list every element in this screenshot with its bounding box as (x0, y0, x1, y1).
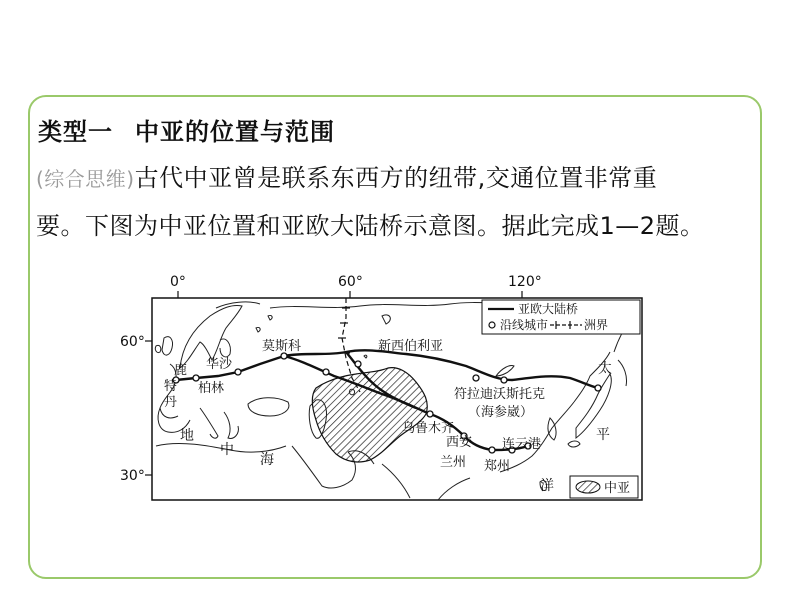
label-pacific-2: 平 (596, 427, 610, 443)
map-figure (120, 268, 660, 512)
lat-label-30: 30° (120, 468, 145, 484)
city-chita-marker (501, 377, 507, 383)
city-irkutsk-marker (473, 375, 479, 381)
lat-label-60: 60° (120, 334, 145, 350)
city-xian-marker (489, 447, 495, 453)
label-med-1: 地 (180, 428, 194, 444)
label-warsaw: 华沙 (206, 357, 233, 372)
label-haishenwai: （海参崴） (468, 405, 534, 420)
label-urumqi: 乌鲁木齐 (402, 421, 455, 436)
city-samara-marker (323, 369, 329, 375)
question-line-1 (36, 158, 756, 199)
label-rotterdam-2: 特 (164, 379, 178, 394)
label-lanzhou: 兰州 (440, 455, 467, 470)
city-warsaw-marker (235, 369, 241, 375)
legend-central-asia-symbol (576, 481, 600, 493)
legend-central-asia-label: 中亚 (604, 481, 631, 496)
label-pacific-1: 太 (598, 361, 612, 377)
label-med-3: 海 (260, 452, 274, 468)
section-heading: 类型一 (38, 118, 113, 146)
lon-label-0: 0° (170, 274, 186, 290)
label-zhengzhou: 郑州 (484, 459, 511, 474)
question-text-1: 古代中亚曾是联系东西方的纽带,交通位置非常重 (134, 164, 658, 192)
label-rotterdam-3: 丹 (164, 395, 178, 410)
map-svg (120, 268, 660, 508)
city-omsk-marker (355, 361, 361, 367)
legend-bottom (570, 476, 638, 498)
legend-boundary-label: 洲界 (584, 318, 609, 332)
lon-label-60: 60° (338, 274, 363, 290)
label-lianyungang: 连云港 (502, 437, 542, 452)
label-berlin: 柏林 (198, 381, 225, 396)
city-urumqi-marker (427, 411, 433, 417)
label-xian: 西安 (446, 435, 473, 450)
lon-label-120: 120° (508, 274, 542, 290)
legend-bridge-label: 亚欧大陆桥 (518, 302, 579, 316)
section-topic: 中亚的位置与范围 (135, 118, 335, 146)
label-med-2: 中 (220, 442, 234, 458)
question-tag: (综合思维) (36, 167, 135, 191)
label-moscow: 莫斯科 (262, 339, 302, 354)
question-line-2 (36, 206, 756, 246)
legend-cities-label: 沿线城市 (500, 318, 549, 332)
label-novosibirsk: 新西伯利亚 (378, 339, 444, 354)
city-vladivostok-marker (595, 385, 601, 391)
legend-city-marker (489, 322, 495, 328)
label-pacific-3: 洋 (540, 478, 554, 494)
label-vladivostok: 符拉迪沃斯托克 (454, 387, 546, 402)
label-rotterdam-1: 鹿 (174, 363, 188, 378)
legend-top (482, 300, 640, 334)
section-title (38, 112, 335, 147)
question-text-2: 要。下图为中亚位置和亚欧大陆桥示意图。据此完成1—2题。 (36, 212, 705, 240)
